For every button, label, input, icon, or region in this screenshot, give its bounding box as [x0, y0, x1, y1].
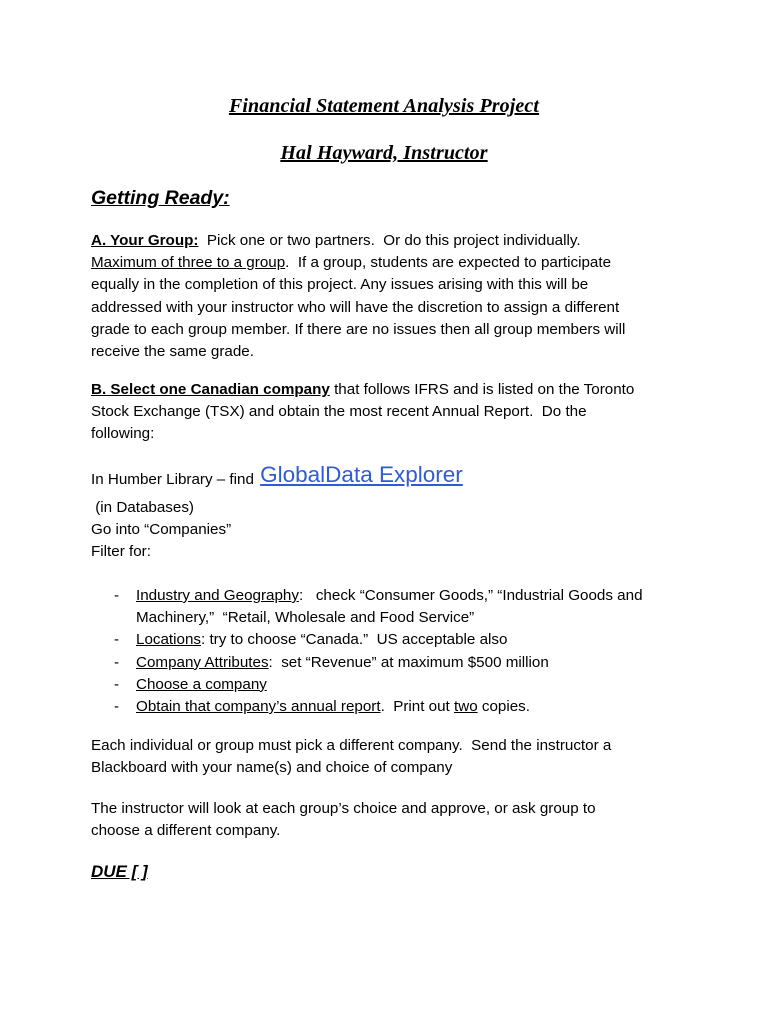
section-a-line-3: equally in the completion of this project. Any issues arising with this will be: [91, 276, 589, 294]
bullet-4-text: . Print out: [380, 698, 455, 716]
bullet-2-text: : set “Revenue” at maximum $500 million: [268, 653, 549, 671]
filter-bullet-list: [91, 585, 691, 718]
bullet-dash: -: [114, 653, 120, 671]
bullet-3-underlined: Choose a company: [136, 675, 267, 693]
bullet-0-underlined: Industry and Geography: [136, 587, 299, 604]
section-a-line-6: receive the same grade.: [91, 343, 254, 361]
para-instructor-line-1: The instructor will look at each group’s choice and approve, or ask group to: [91, 800, 596, 817]
bullet-4-underlined: Obtain that company’s annual report: [136, 698, 381, 716]
para-each-line-1: Each individual or group must pick a different company. Send the instructor a: [91, 737, 612, 754]
companies-line: Go into “Companies”: [91, 521, 232, 539]
filter-line: Filter for:: [91, 543, 151, 561]
list-item: [91, 629, 691, 651]
bullet-4-underlined-two: two: [454, 698, 478, 716]
document-title: Financial Statement Analysis Project: [228, 95, 540, 117]
list-item: [91, 696, 691, 718]
library-prefix: In Humber Library – find: [91, 471, 259, 488]
section-b-label: B. Select one Canadian company: [91, 381, 330, 398]
section-b-line-2: Stock Exchange (TSX) and obtain the most recent Annual Report. Do the: [91, 403, 587, 421]
list-item: [91, 652, 691, 674]
group-maximum-text: Maximum of three to a group: [91, 254, 286, 272]
due-date-label: DUE [ ]: [91, 862, 148, 881]
section-a-line-2-text: . If a group, students are expected to participate: [285, 254, 612, 272]
section-b-line-1-text: that follows IFRS and is listed on the Toronto: [329, 381, 635, 398]
section-a-line-2: [91, 252, 691, 274]
library-line: [91, 462, 463, 491]
para-instructor-line-2: choose a different company.: [91, 822, 281, 840]
bullet-dash: -: [114, 631, 120, 649]
list-item: [91, 585, 691, 607]
bullet-1-underlined: Locations: [136, 631, 202, 649]
bullet-0-continuation: Machinery,” “Retail, Wholesale and Food Service”: [136, 609, 475, 627]
bullet-0-text: : check “Consumer Goods,” “Industrial Goods and: [298, 587, 643, 604]
databases-line: (in Databases): [91, 499, 194, 516]
globaldata-explorer-link[interactable]: GlobalData Explorer: [260, 462, 463, 487]
section-a-label: A. Your Group:: [91, 232, 199, 249]
bullet-4-text-end: copies.: [477, 698, 530, 716]
section-b-line-1: [91, 379, 691, 401]
bullet-2-underlined: Company Attributes: [136, 653, 269, 671]
section-a-paragraph: [91, 230, 691, 363]
bullet-dash: -: [114, 587, 120, 604]
section-heading: Getting Ready:: [91, 187, 230, 209]
section-b-line-3: following:: [91, 425, 155, 443]
list-item: [91, 674, 691, 696]
section-a-line-1-text: Pick one or two partners. Or do this project individually.: [198, 232, 581, 249]
list-item-continuation: [91, 607, 691, 629]
section-a-line-4: addressed with your instructor who will have the discretion to assign a different: [91, 298, 620, 316]
bullet-dash: -: [114, 675, 120, 693]
library-instructions: [91, 497, 231, 564]
section-a-line-1: [91, 230, 691, 252]
instructor-approval-paragraph: [91, 798, 691, 842]
document-subtitle: Hal Hayward, Instructor: [280, 142, 488, 164]
section-b-paragraph: [91, 379, 691, 446]
section-a-line-5: grade to each group member. If there are no issues then all group members will: [91, 320, 626, 338]
bullet-dash: -: [114, 698, 120, 716]
bullet-1-text: : try to choose “Canada.” US acceptable also: [201, 631, 508, 649]
para-each-line-2: Blackboard with your name(s) and choice of company: [91, 759, 453, 777]
company-selection-paragraph: [91, 735, 691, 779]
